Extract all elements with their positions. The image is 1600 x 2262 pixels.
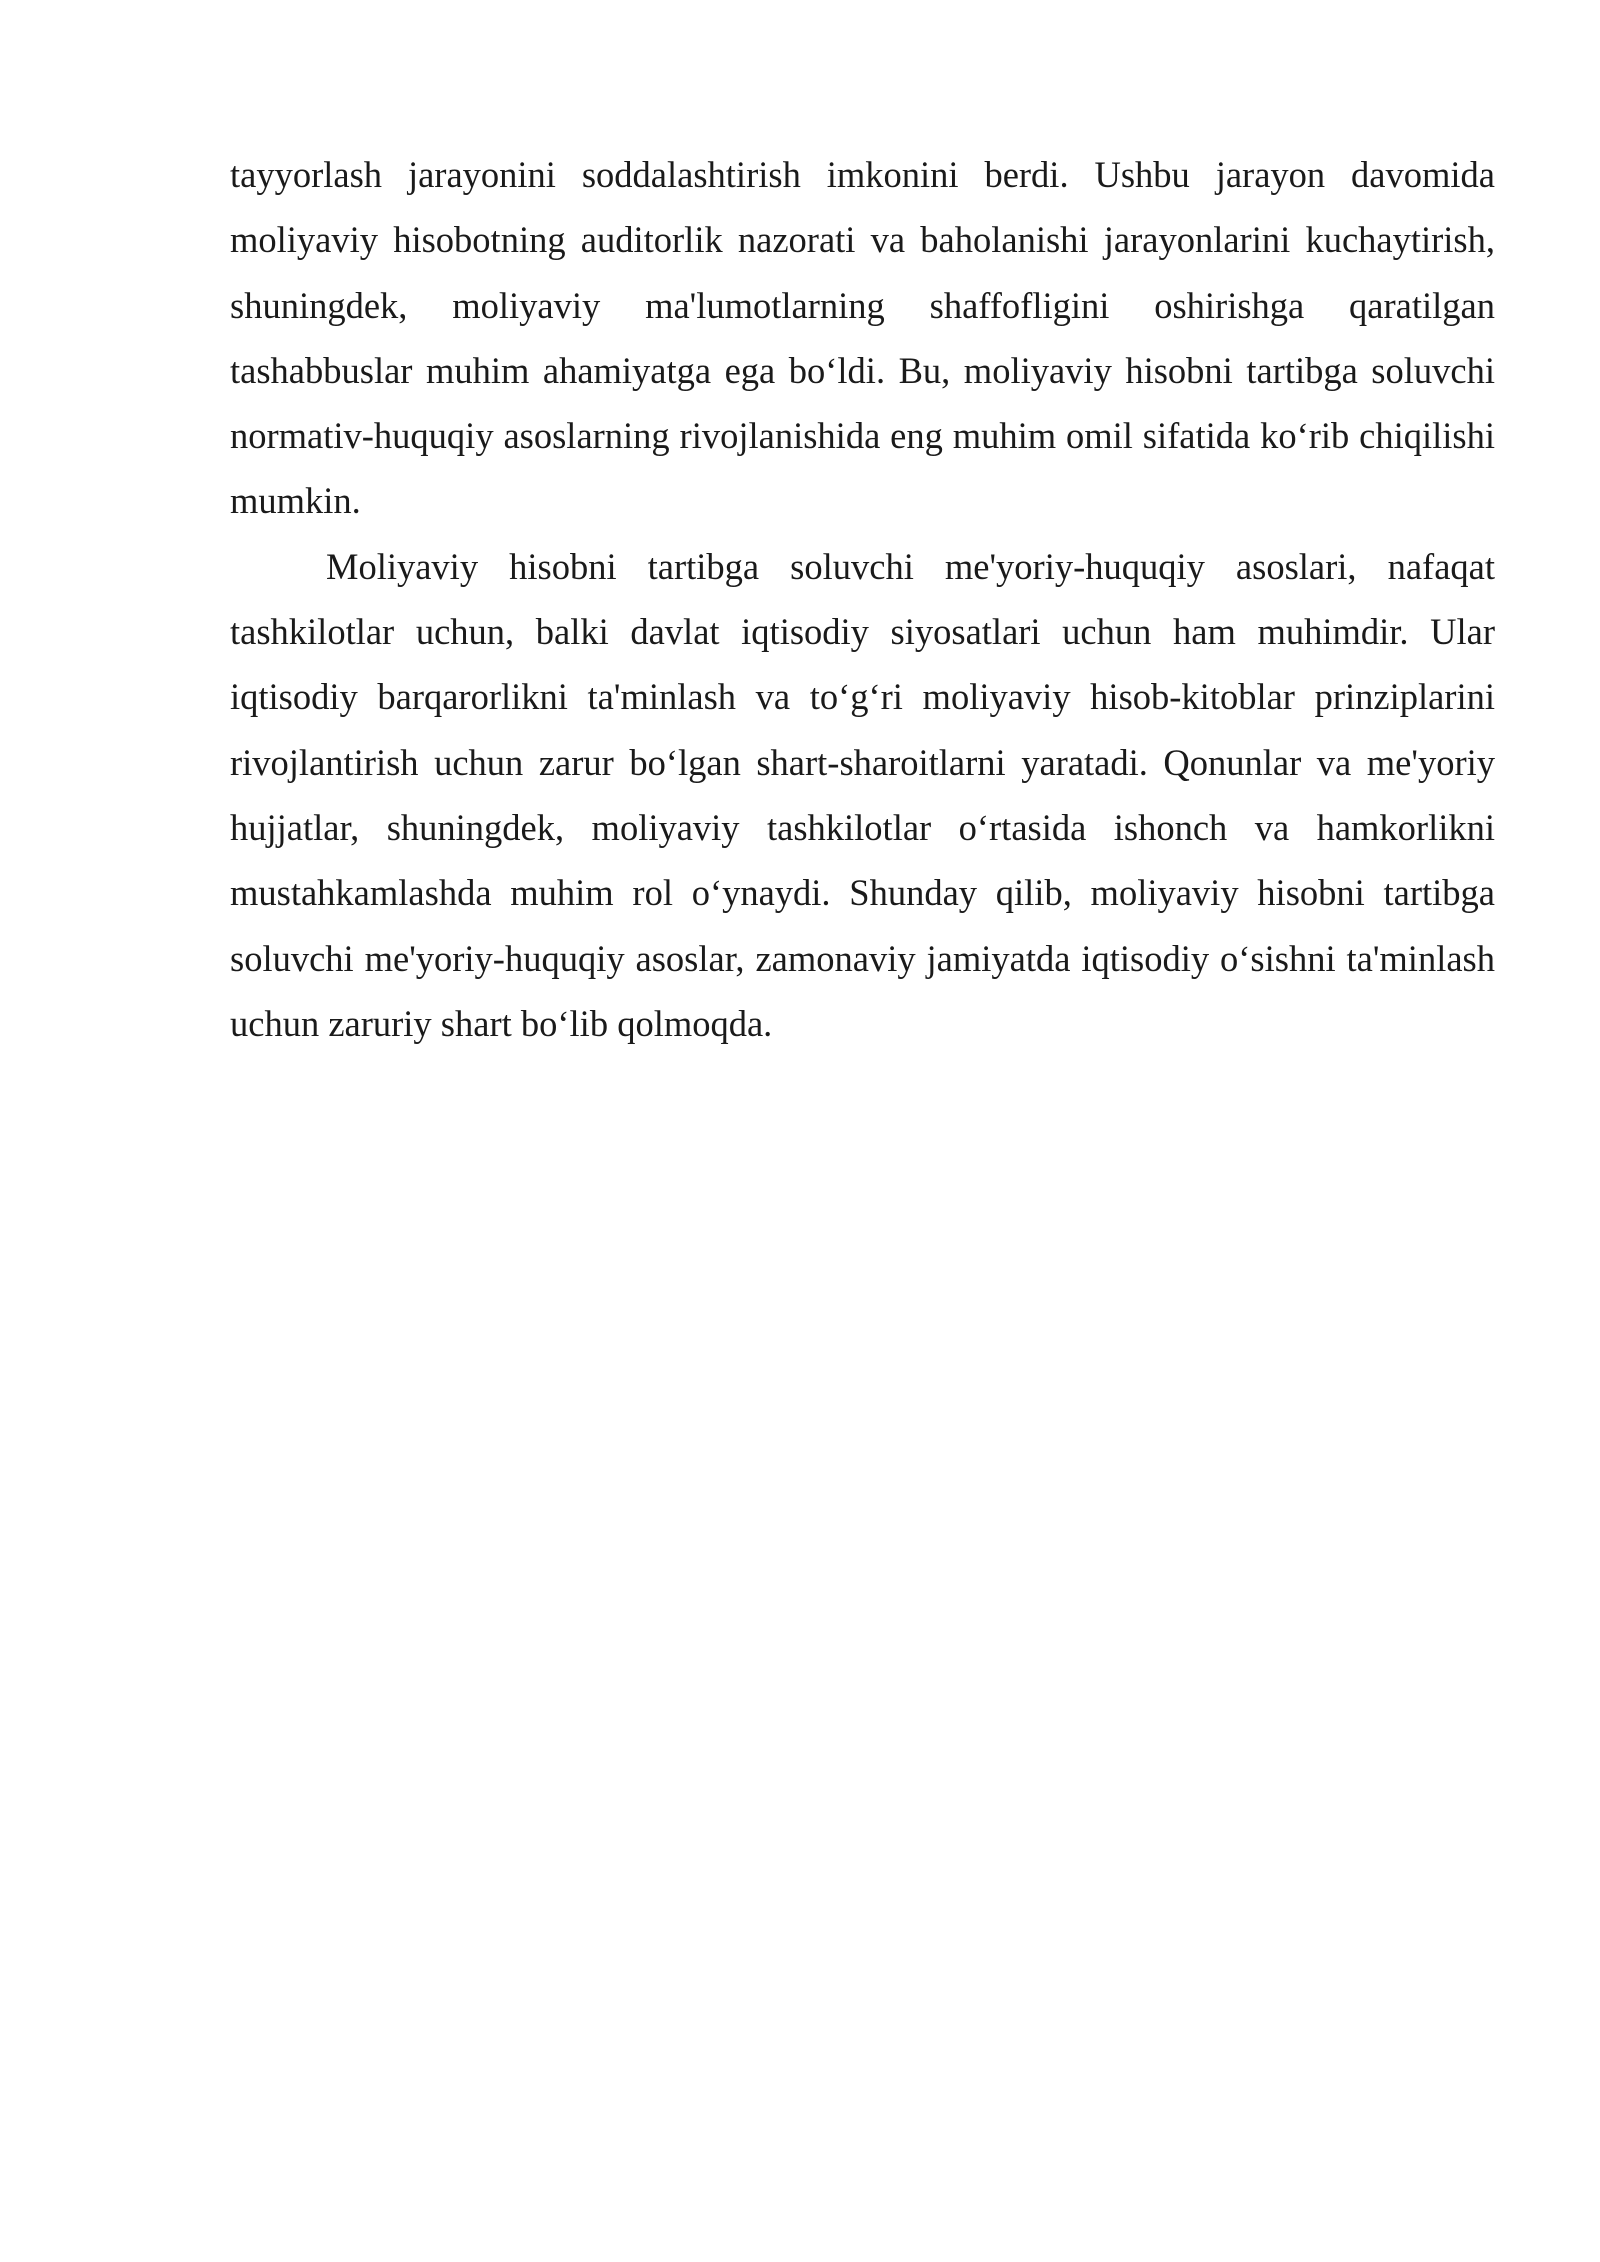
- body-text: [230, 142, 1495, 1056]
- paragraph: Moliyaviy hisobni tartibga soluvchi me'yoriy-huquqiy asoslari, nafaqat tashkilotlar uchun, balki davlat iqtisodiy siyosatlari uchun ham muhimdir. Ular iqtisodiy barqarorlikni ta'minlash va to‘g‘ri moliyaviy hisob-kitoblar prinziplarini rivojlantirish uchun zarur bo‘lgan shart-sharoitlarni yaratadi. Qonunlar va me'yoriy hujjatlar, shuningdek, moliyaviy tashkilotlar o‘rtasida ishonch va hamkorlikni mustahkamlashda muhim rol o‘ynaydi. Shunday qilib, moliyaviy hisobni tartibga soluvchi me'yoriy-huquqiy asoslar, zamonaviy jamiyatda iqtisodiy o‘sishni ta'minlash uchun zaruriy shart bo‘lib qolmoqda.: [230, 545, 1495, 1044]
- paragraph-continuation: tayyorlash jarayonini soddalashtirish imkonini berdi. Ushbu jarayon davomida moliyaviy hisobotning auditorlik nazorati va baholanishi jarayonlarini kuchaytirish, shuningdek, moliyaviy ma'lumotlarning shaffofligini oshirishga qaratilgan tashabbuslar muhim ahamiyatga ega bo‘ldi. Bu, moliyaviy hisobni tartibga soluvchi normativ-huquqiy asoslarning rivojlanishida eng muhim omil sifatida ko‘rib chiqilishi mumkin.: [230, 154, 1495, 522]
